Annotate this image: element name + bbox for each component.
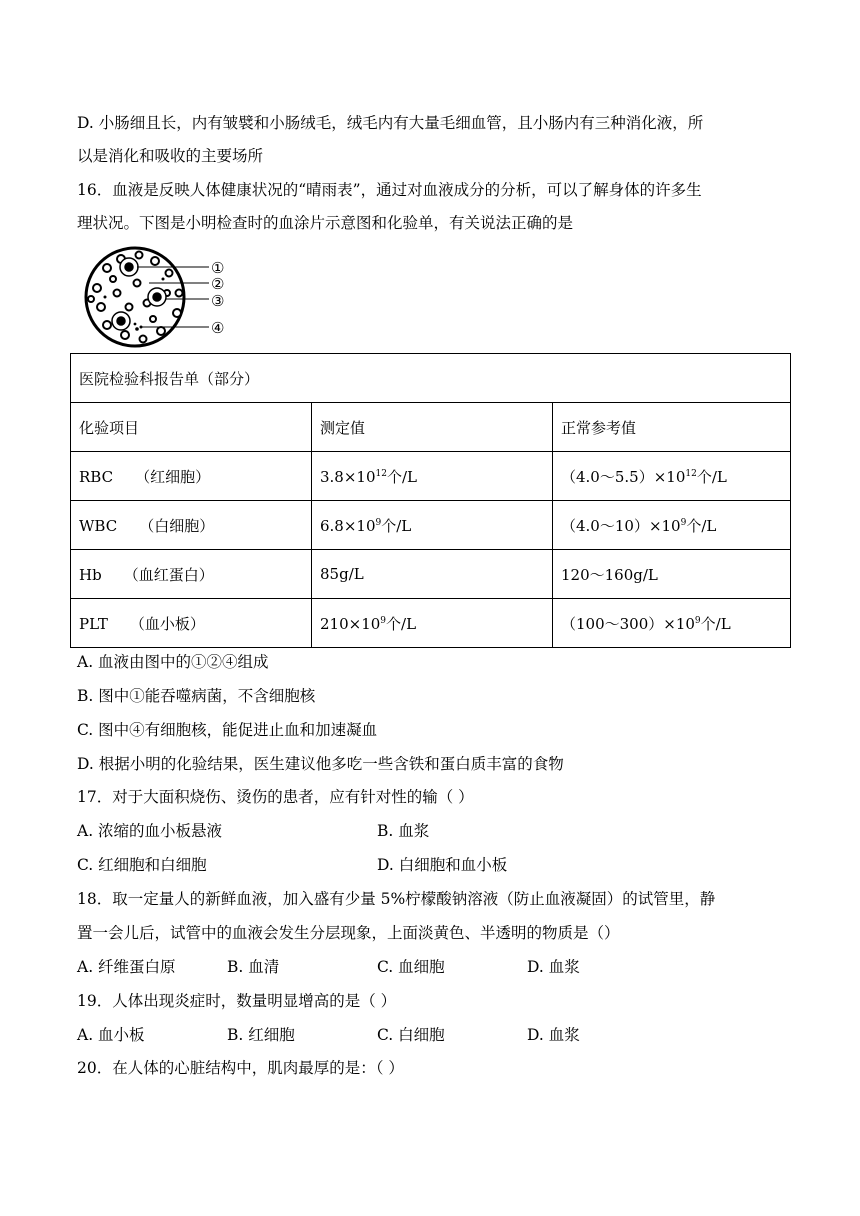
q16-stem-line2: 理状况。下图是小明检查时的血涂片示意图和化验单，有关说法正确的是 <box>77 214 574 232</box>
blood-smear-diagram <box>77 243 267 353</box>
q16-option-b: B. 图中①能吞噬病菌，不含细胞核 <box>77 687 316 705</box>
value-cell: $210\times 10^9$个/L <box>312 599 553 648</box>
table-row <box>71 599 791 648</box>
q16-stem-line1: 16．血液是反映人体健康状况的“晴雨表”，通过对血液成分的分析，可以了解身体的许多生 <box>77 181 702 199</box>
q19-option-b: B. 红细胞 <box>227 1026 295 1044</box>
q18-stem-line2: 置一会儿后，试管中的血液会发生分层现象，上面淡黄色、半透明的物质是（） <box>77 924 620 942</box>
reference-cell: 120～160g/L <box>553 550 791 599</box>
q16-option-a: A. 血液由图中的①②④组成 <box>77 653 269 671</box>
q18-stem-line1: 18．取一定量人的新鲜血液，加入盛有少量 5%柠檬酸钠溶液（防止血液凝固）的试管里，静 <box>77 890 716 908</box>
diagram-label-2: ② <box>211 275 225 293</box>
report-title: 医院检验科报告单（部分） <box>71 354 791 403</box>
q17-option-b: B. 血浆 <box>377 822 430 840</box>
diagram-label-3: ③ <box>211 292 225 310</box>
q15-option-d-line2: 以是消化和吸收的主要场所 <box>77 147 264 165</box>
q17-option-a: A. 浓缩的血小板悬液 <box>77 822 223 840</box>
value-cell: $3.8\times 10^{12}$个/L <box>312 452 553 501</box>
q17-option-c: C. 红细胞和白细胞 <box>77 856 207 874</box>
q17-stem: 17．对于大面积烧伤、烫伤的患者，应有针对性的输（ ） <box>77 788 474 806</box>
value-cell: 85g/L <box>312 550 553 599</box>
reference-cell: $(4.0\sim 5.5)\times 10^{12}$个/L <box>553 452 791 501</box>
q16-option-c: C. 图中④有细胞核，能促进止血和加速凝血 <box>77 721 378 739</box>
report-title-row <box>71 354 791 403</box>
q19-option-a: A. 血小板 <box>77 1026 145 1044</box>
table-row <box>71 550 791 599</box>
header-reference: 正常参考值 <box>553 403 791 452</box>
q18-option-c: C. 血细胞 <box>377 958 445 976</box>
q18-option-d: D. 血浆 <box>527 958 580 976</box>
q19-option-c: C. 白细胞 <box>377 1026 445 1044</box>
lab-report-table <box>70 353 791 648</box>
q19-option-d: D. 血浆 <box>527 1026 580 1044</box>
q17-option-d: D. 白细胞和血小板 <box>377 856 508 874</box>
item-cell: Hb （血红蛋白） <box>71 550 312 599</box>
value-cell: $6.8\times 10^9$个/L <box>312 501 553 550</box>
q18-option-a: A. 纤维蛋白原 <box>77 958 176 976</box>
item-cell: PLT （血小板） <box>71 599 312 648</box>
diagram-label-4: ④ <box>211 319 225 337</box>
diagram-label-1: ① <box>211 259 225 277</box>
table-row <box>71 501 791 550</box>
q15-option-d-line1: D. 小肠细且长，内有皱襞和小肠绒毛，绒毛内有大量毛细血管，且小肠内有三种消化液，所 <box>77 114 704 132</box>
report-header-row <box>71 403 791 452</box>
q20-stem: 20．在人体的心脏结构中，肌肉最厚的是：（ ） <box>77 1059 404 1077</box>
reference-cell: $(4.0\sim 10)\times 10^9$个/L <box>553 501 791 550</box>
table-row <box>71 452 791 501</box>
item-cell: RBC （红细胞） <box>71 452 312 501</box>
q18-option-b: B. 血清 <box>227 958 280 976</box>
header-value: 测定值 <box>312 403 553 452</box>
q16-option-d: D. 根据小明的化验结果，医生建议他多吃一些含铁和蛋白质丰富的食物 <box>77 755 564 773</box>
q19-stem: 19．人体出现炎症时，数量明显增高的是（ ） <box>77 992 397 1010</box>
reference-cell: $(100\sim 300)\times 10^9$个/L <box>553 599 791 648</box>
item-cell: WBC （白细胞） <box>71 501 312 550</box>
header-item: 化验项目 <box>71 403 312 452</box>
